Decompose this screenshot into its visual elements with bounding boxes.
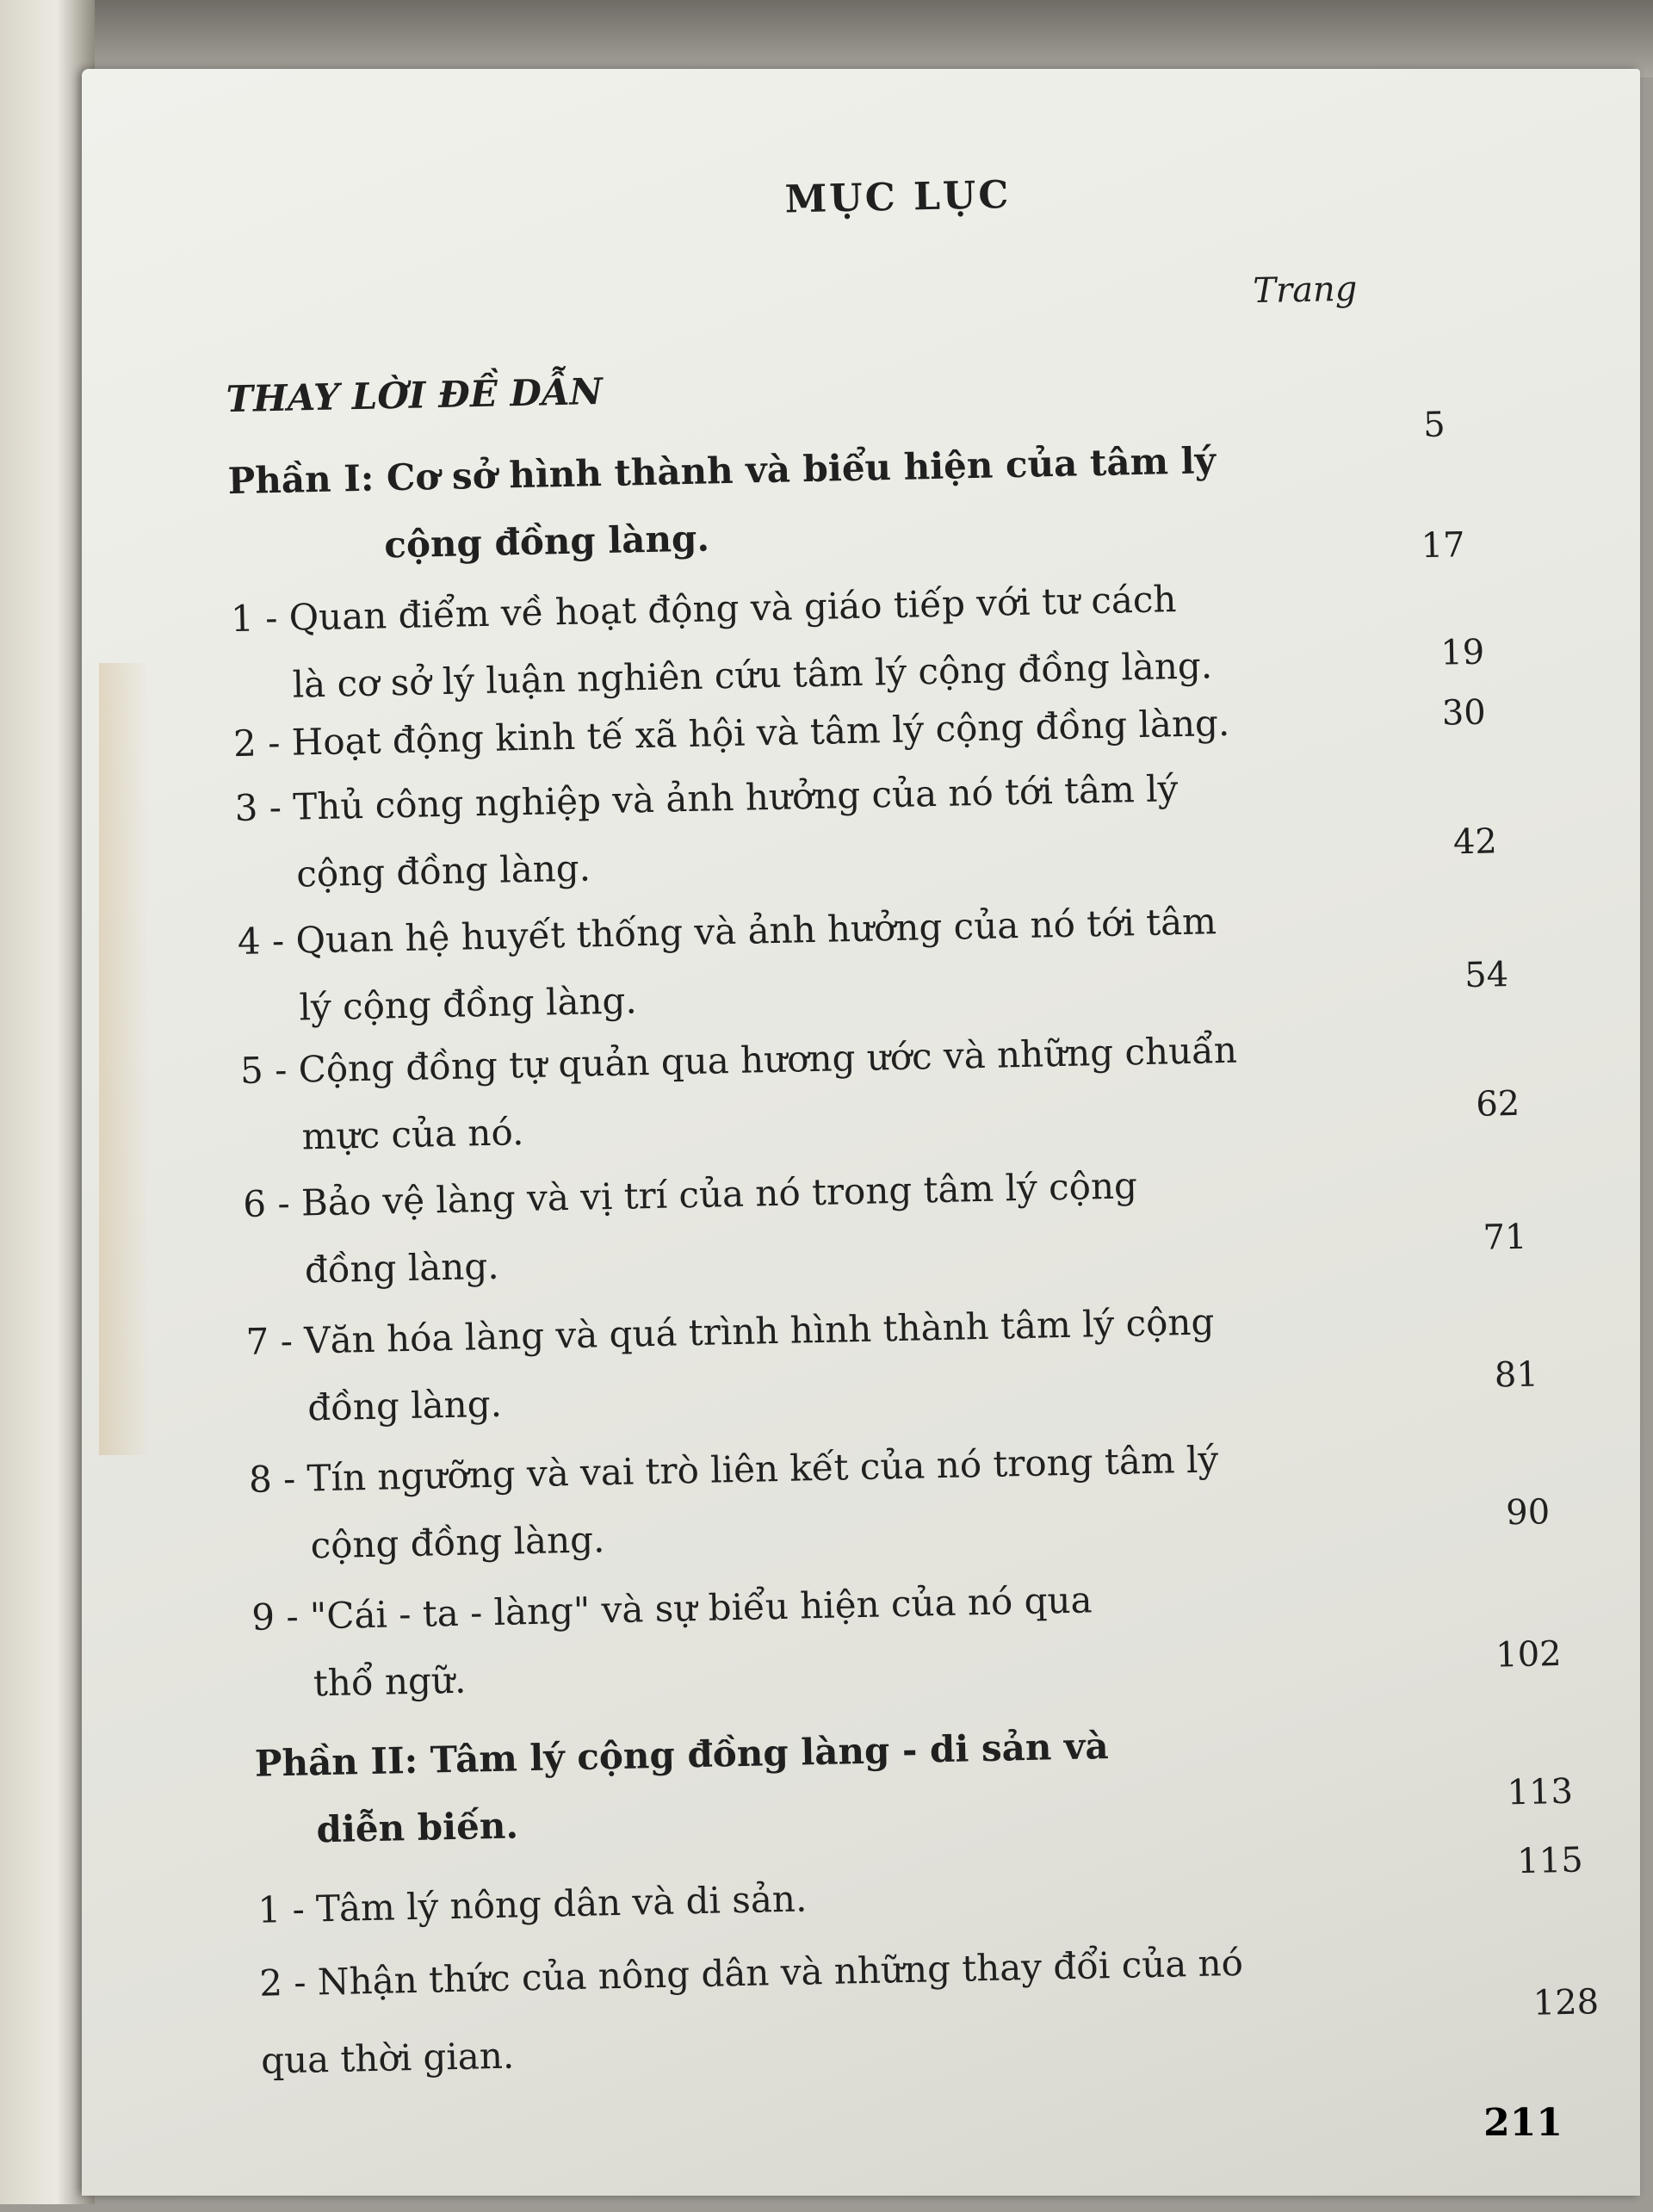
- item-line-2: đồng làng.: [304, 1244, 500, 1292]
- item-page: 128: [1532, 1982, 1600, 2023]
- item-line-2: thổ ngữ.: [313, 1658, 467, 1705]
- item-line-2: đồng làng.: [306, 1382, 503, 1429]
- item-page: 30: [1441, 692, 1487, 734]
- part-line-2: diễn biến.: [316, 1804, 519, 1851]
- item-page: 19: [1439, 632, 1485, 673]
- page-column-label: Trang: [1252, 269, 1358, 312]
- item-line-2: mực của nó.: [301, 1111, 524, 1158]
- toc-item: [257, 1865, 808, 1943]
- item-page: 81: [1494, 1354, 1539, 1396]
- item-line-1: 1 - Quan điểm về hoạt động và giáo tiếp với tư cách: [230, 578, 1177, 641]
- item-line-2: cộng đồng làng.: [295, 846, 591, 895]
- item-page: 42: [1452, 821, 1498, 863]
- item-page: 115: [1516, 1840, 1584, 1882]
- item-line-1: 1 - Tâm lý nông dân và di sản.: [257, 1877, 808, 1931]
- entry-label: THAY LỜI ĐỀ DẪN: [226, 370, 604, 421]
- part-page: 17: [1421, 525, 1466, 567]
- toc-title: MỤC LỤC: [784, 173, 1012, 222]
- toc-part-2: [254, 1713, 1111, 1865]
- item-line-1: 2 - Nhận thức của nông dân và những thay đổi của nó: [258, 1941, 1244, 2004]
- toc-item: [248, 1426, 1220, 1581]
- toc-item: [258, 1930, 1245, 2095]
- table-of-contents: [60, 53, 1653, 2211]
- item-line-1: 2 - Hoạt động kinh tế xã hội và tâm lý cộng đồng làng.: [232, 701, 1230, 765]
- item-line-1: 7 - Văn hóa làng và quá trình hình thành tâm lý cộng: [245, 1300, 1215, 1363]
- item-line-2: qua thời gian.: [260, 2034, 515, 2082]
- toc-item: [234, 755, 1180, 909]
- item-line-1: 9 - "Cái - ta - làng" và sự biểu hiện của nó qua: [251, 1578, 1093, 1639]
- part-page: 113: [1507, 1771, 1574, 1813]
- page-number: 211: [1483, 2101, 1563, 2145]
- item-line-2: cộng đồng làng.: [310, 1518, 605, 1567]
- item-line-1: 3 - Thủ công nghiệp và ảnh hưởng của nó tới tâm lý: [234, 767, 1179, 830]
- entry-page: 5: [1422, 405, 1446, 446]
- part-line-1: Phần II: Tâm lý cộng đồng làng - di sản và: [254, 1725, 1110, 1785]
- item-line-1: 5 - Cộng đồng tự quản qua hương ước và những chuẩn: [239, 1028, 1238, 1092]
- item-line-1: 4 - Quan hệ huyết thống và ảnh hưởng của nó tới tâm: [237, 900, 1217, 963]
- item-page: 62: [1475, 1083, 1520, 1125]
- part-line-2: cộng đồng làng.: [383, 517, 710, 567]
- part-line-1: Phần I: Cơ sở hình thành và biểu hiện của tâm lý: [227, 439, 1217, 503]
- item-page: 102: [1495, 1634, 1563, 1676]
- toc-item: [251, 1566, 1094, 1718]
- item-line-2: là cơ sở lý luận nghiên cứu tâm lý cộng đồng làng.: [292, 644, 1213, 706]
- item-line-2: lý cộng đồng làng.: [299, 979, 638, 1029]
- item-line-1: 8 - Tín ngưỡng và vai trò liên kết của nó trong tâm lý: [248, 1438, 1219, 1501]
- toc-part-1: [227, 427, 1217, 582]
- toc-entry-intro: [226, 358, 604, 433]
- toc-item: [239, 1017, 1239, 1172]
- item-page: 54: [1464, 955, 1509, 996]
- item-page: 90: [1505, 1492, 1551, 1534]
- book-page: [82, 69, 1640, 2196]
- toc-item: [245, 1288, 1217, 1443]
- item-page: 71: [1483, 1217, 1527, 1258]
- toc-item: [243, 1152, 1140, 1305]
- item-line-1: 6 - Bảo vệ làng và vị trí của nó trong tâm lý cộng: [242, 1164, 1138, 1225]
